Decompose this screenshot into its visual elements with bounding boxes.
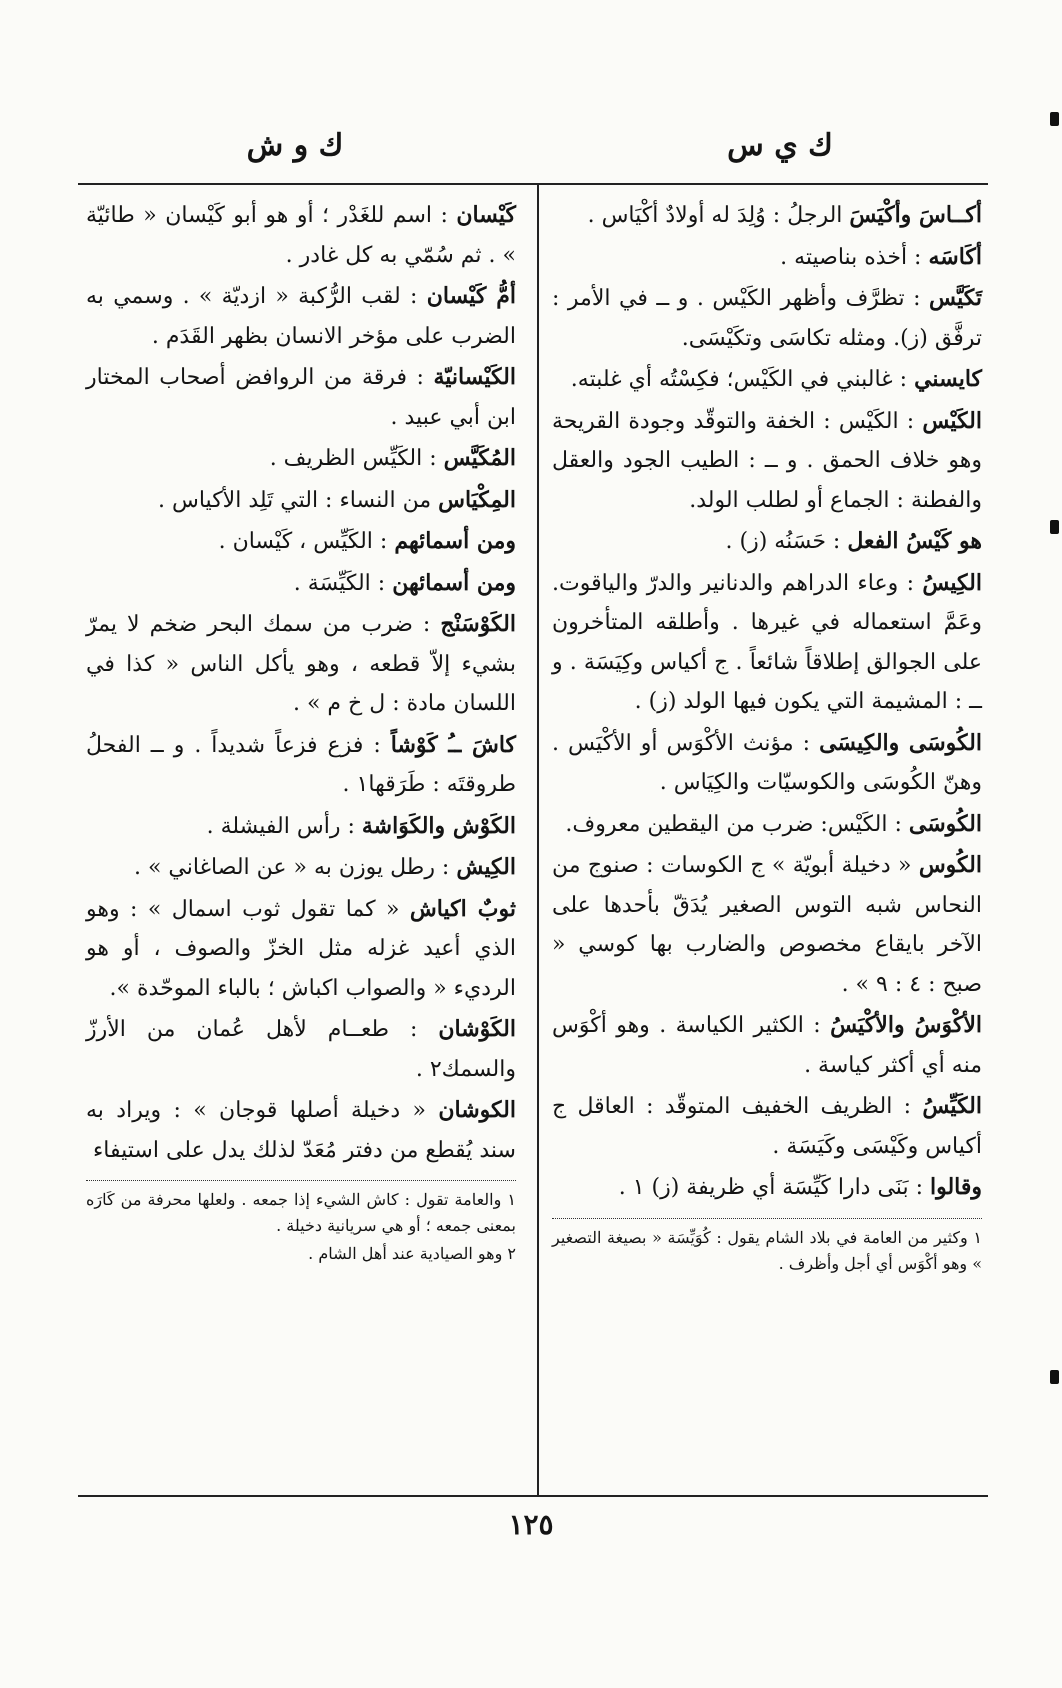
top-rule [78,183,988,185]
definition: : الكَيِّسَة . [293,570,393,596]
scan-mark [1050,520,1059,534]
headword: الأكْوَسُ والأكْيَسُ [830,1012,982,1038]
entry [552,805,982,845]
headword: الكَيْسانيّة [433,364,516,390]
definition: : غالبني في الكَيْس؛ فكِسْتُه أي غلبته. [570,367,915,392]
headword: الكُوسَى والكِيسَى [819,729,982,756]
headword: ومن أسمائهن [392,569,516,596]
entry [552,564,982,722]
entry [86,358,516,437]
definition: : بَنَى دارا كَيِّسَة أي ظريفة (ز) ١ . [618,1175,930,1200]
header-right-root: ك ي س [727,128,833,163]
entry [86,605,516,724]
footnote: ١ والعامة تقول : كاش الشيء إذا جمعه . ولعلها محرفة من كَارَه بمعنى جمعه ؛ أو هي سريانية دخيلة . [86,1190,516,1235]
definition: : الظريف الخفيف المتوقّد : العاقل ج أكياس وكَيْسَى وكَيَسَة . [552,1094,982,1159]
definition: : طعــام لأهل عُمان من الأرزّ والسمك٢ . [86,1017,516,1082]
headword: الكَيِّسُ [922,1093,982,1119]
definition: : حَسَنُه (ز) . [725,529,848,554]
definition: : وعاء الدراهم والدنانير والدرّ والياقوت. وعَمَّ استعماله في غيرها . وأطلقه المتأخرون على الجوالق إطلاقاً شائعاً . ج أكياس وكِيَسَة . و ــ : المشيمة التي يكون فيها الولد (ز) . [552,570,982,714]
headword: أمُّ كَيْسان [426,283,516,309]
headword: تَكَيَّس [929,285,982,311]
headword: هو كَيْسُ الفعل [847,528,982,554]
definition: : رأس الفيشلة . [206,813,362,839]
entry [552,238,982,278]
left-column [86,196,516,1269]
definition: : مؤنث الأكْوَس أو الأكْيَس . وهنّ الكُوسَى والكوسيّات والكِيَاس . [552,730,982,795]
entry [552,402,982,521]
headword: ومن أسمائهم [394,528,516,554]
headword: الكَوْشان [438,1016,516,1042]
definition: الرجلُ : وُلِدَ له أولادٌ أكْيَاس . [587,203,850,228]
page-number: ١٢٥ [508,1508,554,1541]
definition: : أخذه بناصيته . [780,244,929,270]
entry [552,522,982,562]
definition: : الكَيِّس الظريف . [269,446,444,471]
entry [86,564,516,604]
headword: أكــاسَ وأكْيَسَ [849,202,982,228]
headword: الكَوْش والكَوَاشة [361,812,516,839]
headword: المُكَيَّس [443,445,516,471]
scan-mark [1050,112,1059,126]
definition: : اسم للغَدْر ؛ أو هو أبو كَيْسان « طائيّة » . ثم سُمّي به كل غادر . [86,203,516,268]
header-left-root: ك و ش [246,128,344,163]
headword: كَيْسان [456,202,516,228]
definition: « دخيلة أصلها قوجان » : ويراد به سند يُقطع من دفتر مُعَدّ لذلك يدل على استيفاء [86,1098,516,1163]
definition: : لقب الرُّكبة « ازديّة » . وسمي به الضرب على مؤخر الانسان بظهر القَدَم . [86,284,516,349]
definition: : فرقة من الروافض أصحاب المختار ابن أبي عبيد . [86,365,516,430]
definition: : الكَيْس: ضرب من اليقطين معروف. [565,811,909,837]
headword: كاشَ ــُ كَوْشاً [390,731,516,758]
entry [552,724,982,803]
definition: « كما تقول ثوب اسمال » : وهو الذي أعيد غزله مثل الخزّ والصوف ، أو هو الرديء « والصواب اكباش ؛ بالباء الموحّدة ». [86,896,516,1001]
headword: الكوشان [438,1097,516,1123]
footnote-divider [552,1218,982,1219]
entry [552,1006,982,1085]
column-divider [537,185,539,1495]
entry [552,1087,982,1166]
headword: الكَوْسَنْج [440,611,516,637]
entry [552,196,982,236]
definition: : الكَيِّس ، كَيْسان . [218,529,395,554]
bottom-rule [78,1495,988,1497]
headword: الكَيْس [922,407,982,434]
entry [552,279,982,358]
entry [86,481,516,521]
entry [86,1010,516,1089]
entry [86,196,516,275]
footnote-divider [86,1180,516,1181]
headword: الكُوس [918,852,982,878]
entry [86,277,516,356]
headword: الكِيش [456,854,516,880]
entry [86,848,516,888]
headword: المِكْيَاس [438,486,516,513]
definition: : رطل يوزن به « عن الصاغاني » . [133,855,457,880]
entry [552,846,982,1004]
right-column [552,196,982,1279]
entry [86,890,516,1009]
definition: : ضرب من سمك البحر ضخم لا يمرّ بشيء إلاّ قطعه ، وهو يأكل الناس « كذا في اللسان مادة : ل خ م » . [86,612,516,716]
headword: كايسني [914,366,982,392]
entry [86,522,516,562]
headword: الكِيسُ [922,569,982,596]
headword: أكَاسَه [928,243,982,270]
entry [552,1168,982,1208]
definition: : الكَيْس : الخفة والتوقّد وجودة القريحة وهو خلاف الحمق . و ــ : الطيب الجود والعقل والفطنة : الجماع أو لطلب الولد. [552,408,982,513]
definition: : تظرَّف وأظهر الكَيْس . و ــ في الأمر : ترفَّق (ز). ومثله تكاسَى وتكَيْسَى. [552,286,982,351]
entry [552,360,982,400]
definition: « دخيلة أبويّة » ج الكوسات : صنوج من النحاس شبه التوس الصغير يُدَقّ بأحدها على الآخر بايقاع مخصوص والضارب بها كوسي « صبح : ٤ : ٩ » . [552,853,982,997]
entry [86,1091,516,1170]
entry [86,726,516,805]
entry [86,439,516,479]
headword: الكُوسَى [908,810,982,837]
definition: من النساء : التي تَلِد الأكياس . [158,487,439,513]
scan-mark [1050,1370,1059,1384]
headword: وقالوا [929,1174,982,1200]
footnote: ٢ وهو الصيادية عند أهل الشام . [308,1244,516,1263]
headword: ثوبٌ اكياش [409,895,516,922]
footnote: ١ وكثير من العامة في بلاد الشام يقول : كُوَيِّسَة « بصيغة التصغير » وهو أكْوَس أي أجل وأظرف . [552,1227,982,1273]
definition: : فزع فزعاً شديداً . و ــ الفحلُ طروقتَه : طَرَقها١ . [86,732,516,797]
entry [86,807,516,847]
definition: : الكثير الكياسة . وهو أكْوَس منه أي أكثر كياسة . [552,1013,982,1078]
